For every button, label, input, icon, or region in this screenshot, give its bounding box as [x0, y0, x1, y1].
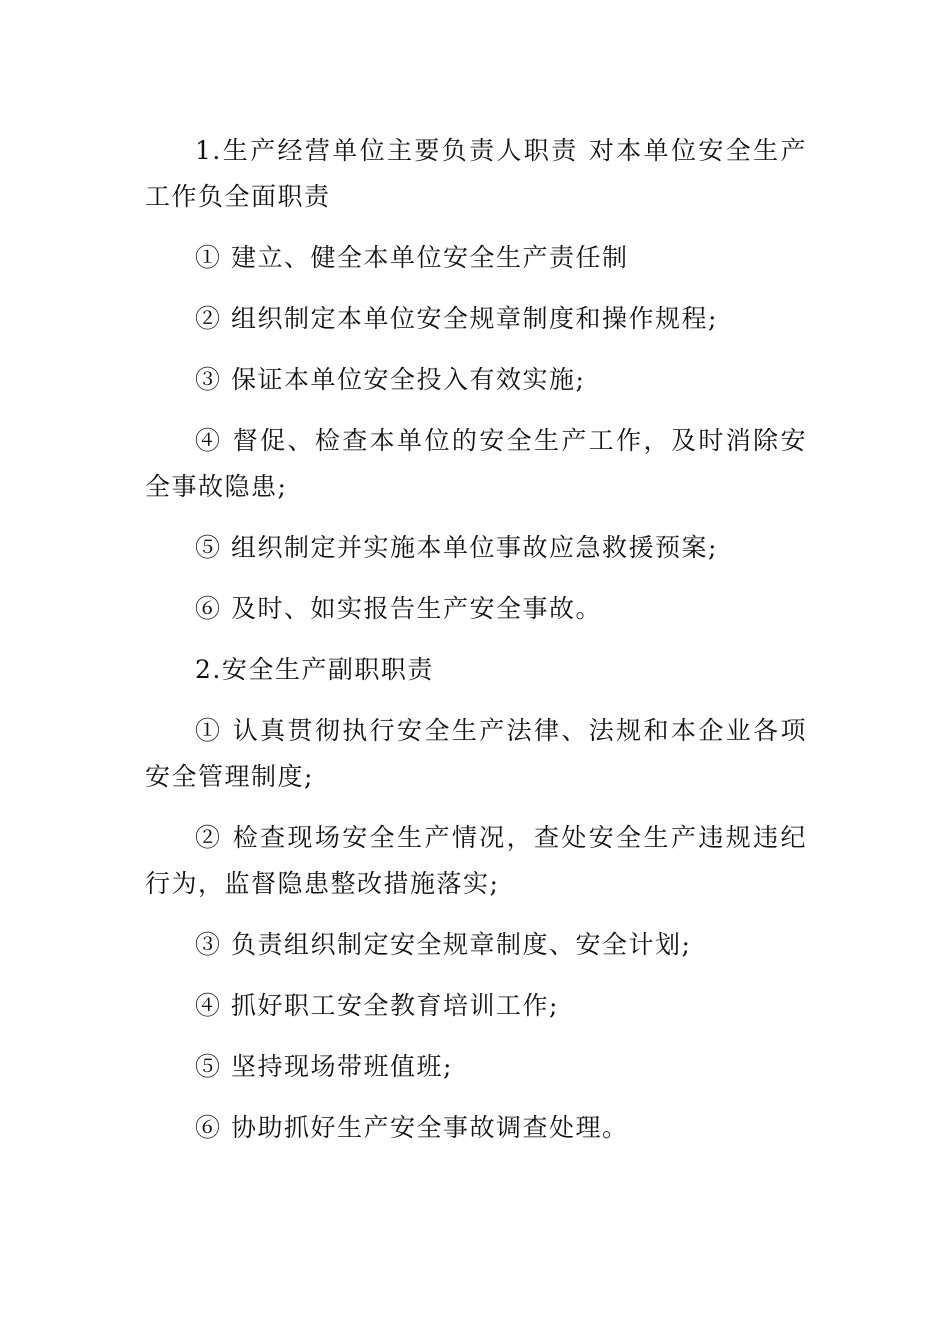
list-item: ④ 督促、检查本单位的安全生产工作，及时消除安全事故隐患;: [145, 426, 807, 501]
list-item: ① 认真贯彻执行安全生产法律、法规和本企业各项安全管理制度;: [145, 716, 807, 791]
list-item: ⑥ 及时、如实报告生产安全事故。: [195, 594, 602, 623]
list-item: ② 检查现场安全生产情况，查处安全生产违规违纪行为，监督隐患整改措施落实;: [145, 823, 807, 898]
list-item: ③ 保证本单位安全投入有效实施;: [195, 365, 586, 394]
list-item: ⑥ 协助抓好生产安全事故调查处理。: [195, 1113, 629, 1142]
document-page: [145, 128, 807, 1151]
list-item: ⑤ 坚持现场带班值班;: [195, 1052, 453, 1081]
list-item: ⑤ 组织制定并实施本单位事故应急救援预案;: [195, 533, 718, 562]
list-item: ④ 抓好职工安全教育培训工作;: [195, 991, 559, 1020]
section-heading-1: 1.生产经营单位主要负责人职责 对本单位安全生产工作负全面职责: [145, 136, 807, 211]
list-item: ① 建立、健全本单位安全生产责任制: [195, 243, 629, 272]
list-item: ② 组织制定本单位安全规章制度和操作规程;: [195, 304, 718, 333]
section-heading-2: 2.安全生产副职职责: [195, 655, 434, 684]
list-item: ③ 负责组织制定安全规章制度、安全计划;: [195, 930, 692, 959]
